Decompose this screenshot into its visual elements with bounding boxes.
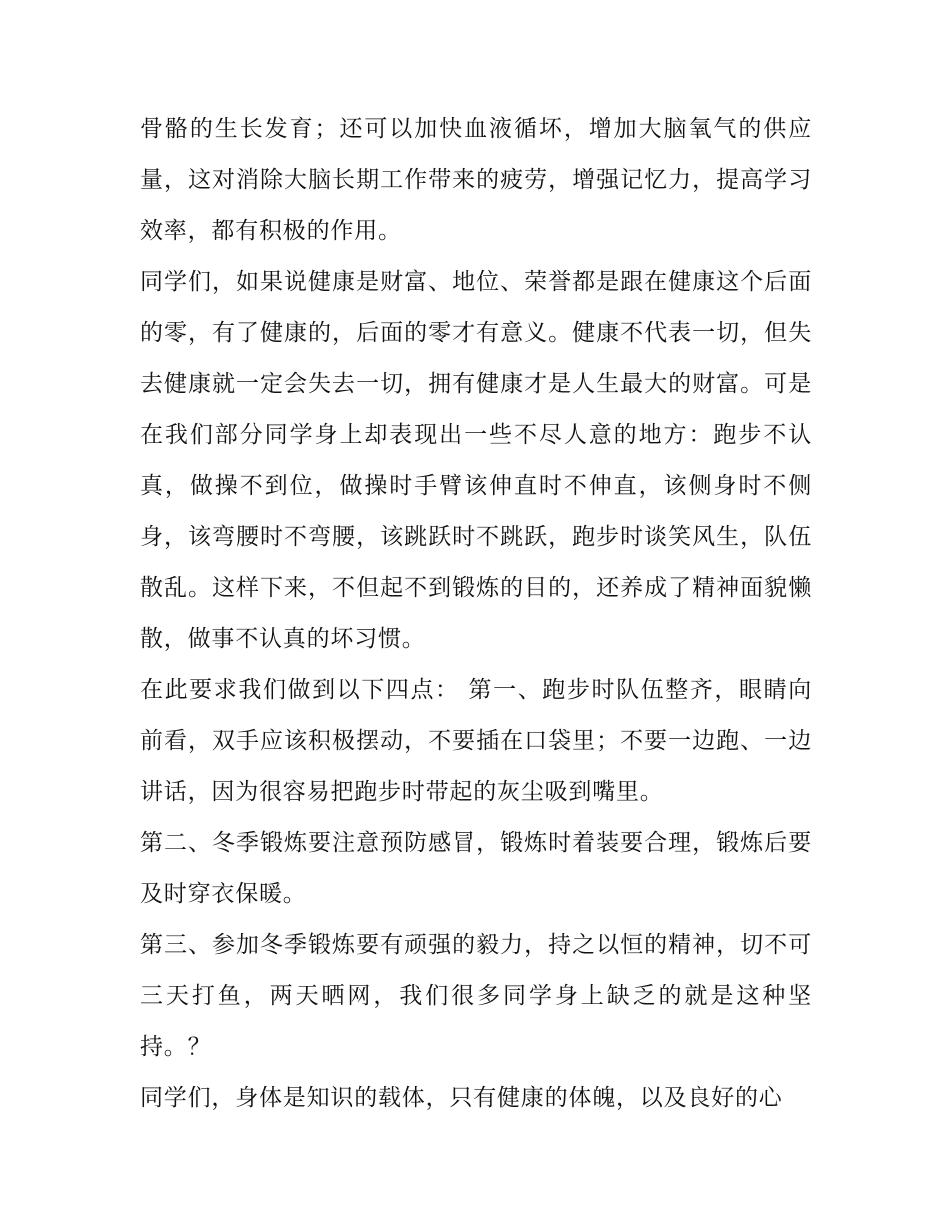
document-page <box>140 104 812 1124</box>
paragraph-6: 同学们，身体是知识的载体，只有健康的体魄，以及良好的心 <box>140 1085 783 1111</box>
paragraph-4: 第二、冬季锻炼要注意预防感冒，锻炼时着装要合理，锻炼后要及时穿衣保暖。 <box>140 830 812 907</box>
paragraph-2: 同学们，如果说健康是财富、地位、荣誉都是跟在健康这个后面的零，有了健康的，后面的零才有意义。健康不代表一切，但失去健康就一定会失去一切，拥有健康才是人生最大的财富。可是在我们部分同学身上却表现出一些不尽人意的地方：跑步不认真，做操不到位，做操时手臂该伸直时不伸直，该侧身时不侧身，该弯腰时不弯腰，该跳跃时不跳跃，跑步时谈笑风生，队伍散乱。这样下来，不但起不到锻炼的目的，还养成了精神面貌懒散，做事不认真的坏习惯。 <box>140 269 812 652</box>
paragraph-1: 骨骼的生长发育；还可以加快血液循坏，增加大脑氧气的供应量，这对消除大脑长期工作带来的疲劳，增强记忆力，提高学习效率，都有积极的作用。 <box>140 116 812 244</box>
paragraph-5: 第三、参加冬季锻炼要有顽强的毅力，持之以恒的精神，切不可三天打鱼，两天晒网，我们很多同学身上缺乏的就是这种坚持。？ <box>140 932 812 1060</box>
paragraph-3: 在此要求我们做到以下四点： 第一、跑步时队伍整齐，眼睛向前看，双手应该积极摆动，不要插在口袋里；不要一边跑、一边讲话，因为很容易把跑步时带起的灰尘吸到嘴里。 <box>140 677 812 805</box>
